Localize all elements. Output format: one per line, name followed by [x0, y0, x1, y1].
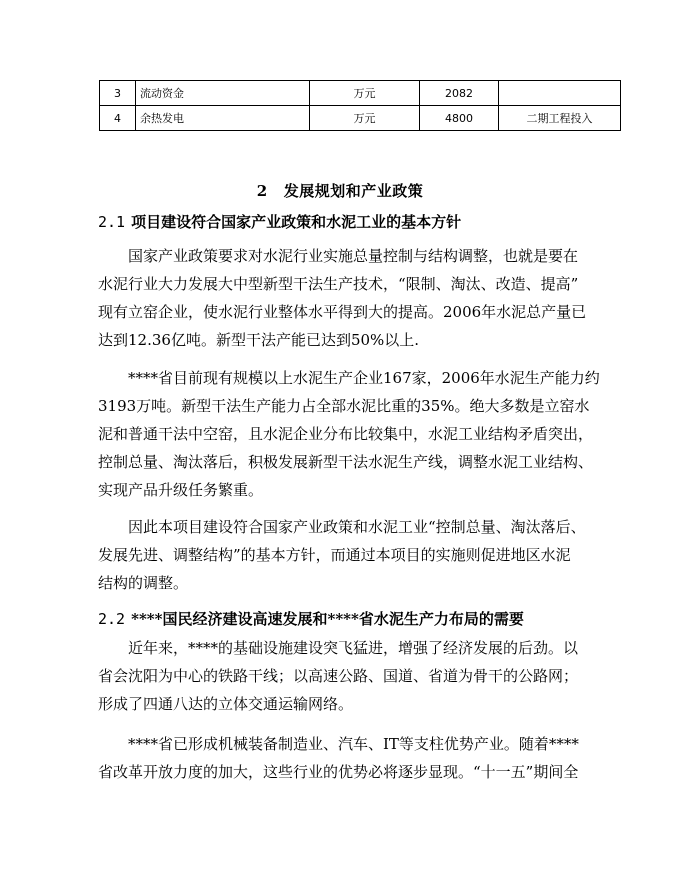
paragraph-line: 泥和普通干法中空窑，且水泥企业分布比较集中，水泥工业结构矛盾突出， [98, 425, 594, 443]
paragraph-line: 达到12.36亿吨。新型干法产能已达到50%以上. [98, 331, 420, 349]
paragraph-line: 近年来，****的基础设施建设突飞猛进，增强了经济发展的后劲。以 [128, 639, 579, 657]
paragraph [98, 730, 598, 786]
paragraph-line: 形成了四通八达的立体交通运输网络。 [98, 695, 354, 713]
section-heading [0, 180, 680, 201]
paragraph [98, 242, 598, 354]
item-note [499, 81, 621, 106]
paragraph-line: 水泥行业大力发展大中型新型干法生产技术，“限制、淘汰、改造、提高” [98, 275, 579, 293]
subsection-number: 2.2 [98, 610, 126, 628]
paragraph-line: ****省目前现有规模以上水泥生产企业167家，2006年水泥生产能力约 [128, 369, 600, 387]
paragraph-line: 省改革开放力度的加大，这些行业的优势必将逐步显现。“十一五”期间全 [98, 763, 579, 781]
table-row [100, 106, 621, 131]
item-name: 余热发电 [136, 106, 310, 131]
paragraph-line: 控制总量、淘汰落后，积极发展新型干法水泥生产线，调整水泥工业结构、 [98, 453, 594, 471]
investment-table [99, 80, 621, 131]
paragraph-line: 因此本项目建设符合国家产业政策和水泥工业“控制总量、淘汰落后、 [128, 518, 586, 536]
item-unit: 万元 [310, 81, 420, 106]
row-number: 4 [100, 106, 136, 131]
paragraph-line: 发展先进、调整结构”的基本方针，而通过本项目的实施则促进地区水泥 [98, 546, 571, 564]
subsection-heading-2-2 [98, 608, 524, 629]
item-unit: 万元 [310, 106, 420, 131]
paragraph [98, 364, 598, 504]
paragraph-line: 实现产品升级任务繁重。 [98, 481, 264, 499]
item-value: 4800 [420, 106, 499, 131]
subsection-title: ****国民经济建设高速发展和****省水泥生产力布局的需要 [131, 610, 524, 628]
paragraph-line: 现有立窑企业，使水泥行业整体水平得到大的提高。2006年水泥总产量已 [98, 303, 587, 321]
subsection-heading-2-1 [98, 211, 461, 232]
item-value: 2082 [420, 81, 499, 106]
paragraph-line: 国家产业政策要求对水泥行业实施总量控制与结构调整，也就是要在 [128, 247, 579, 265]
table-row [100, 81, 621, 106]
paragraph-line: 结构的调整。 [98, 574, 189, 592]
subsection-number: 2.1 [98, 213, 126, 231]
paragraph-line: ****省已形成机械装备制造业、汽车、IT等支柱优势产业。随着**** [128, 735, 579, 753]
item-name: 流动资金 [136, 81, 310, 106]
row-number: 3 [100, 81, 136, 106]
subsection-title: 项目建设符合国家产业政策和水泥工业的基本方针 [131, 213, 462, 231]
item-note: 二期工程投入 [499, 106, 621, 131]
paragraph-line: 省会沈阳为中心的铁路干线；以高速公路、国道、省道为骨干的公路网； [98, 667, 579, 685]
section-title: 发展规划和产业政策 [283, 182, 424, 200]
paragraph [98, 513, 598, 597]
paragraph-line: 3193万吨。新型干法生产能力占全部水泥比重的35%。绝大多数是立窑水 [98, 397, 590, 415]
section-number: 2 [256, 182, 268, 200]
paragraph [98, 634, 598, 718]
